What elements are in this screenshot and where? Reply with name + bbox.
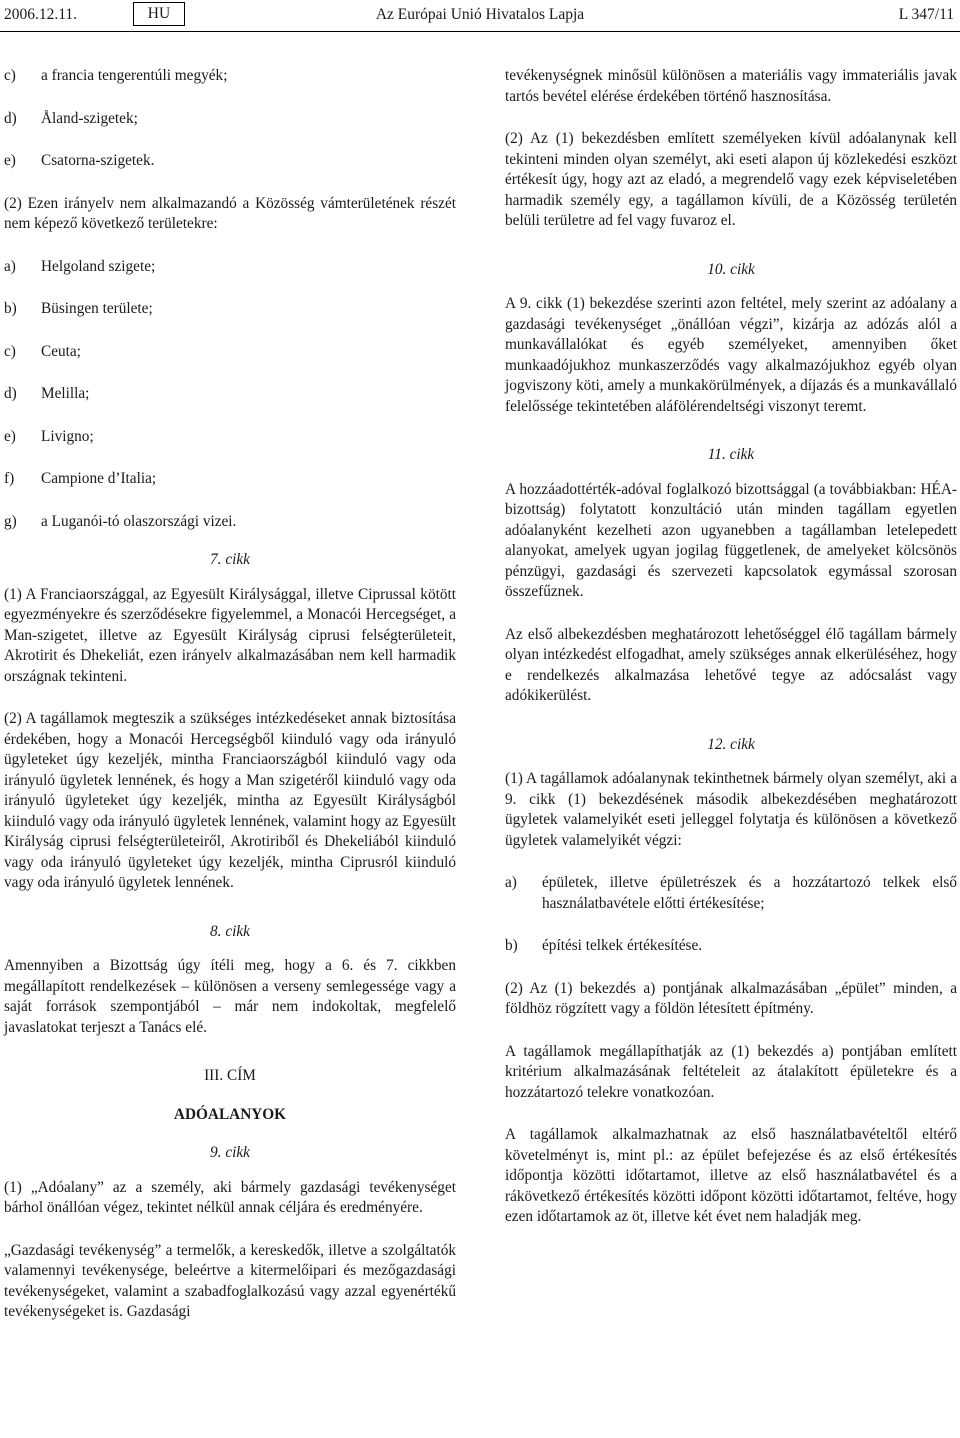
paragraph-continuation: tevékenységnek minősül különösen a materiális vagy immateriális javak tartós bevétel elérése érdekében történő hasznosítása. (505, 67, 957, 105)
list-item (4, 469, 456, 490)
list-label: d) (4, 385, 17, 402)
list-label: g) (4, 512, 17, 530)
list-text: épületek, illetve épületrészek és a hozzátartozó telkek első használatbavétele előtti értékesítése; (542, 874, 957, 912)
list-label: b) (4, 300, 17, 317)
list-item (4, 342, 456, 363)
language-badge: HU (133, 2, 185, 26)
list-text: Livigno; (41, 427, 94, 445)
list-item (4, 257, 456, 278)
article-11-paragraph-2: Az első albekezdésben meghatározott lehetőséggel élő tagállam bármely olyan intézkedést elfogadhat, amely szükséges annak elkerüléséhez, hogy e rendelkezés alkalmazása lehetővé tegye az adócsalást vagy adókikerülést. (505, 625, 957, 704)
list-item (4, 384, 456, 405)
article-7-paragraph-2: (2) A tagállamok megteszik a szükséges intézkedéseket annak biztosítása érdekében, hogy a Monacói Hercegségből kiinduló vagy oda irányuló ügyleteket úgy kezeljék, mintha Franciaországból kiinduló vagy oda irányuló ügyletek lennének, és hogy a Man szigetéről kiinduló vagy oda irányuló ügyleteket úgy kezeljék, mintha az Egyesült Királyságból kiinduló vagy oda irányuló ügyletek lennének, valamint hogy az Egyesült Királyság ciprusi felségterületeiről, Akrotiriből és Dhekeliából kiinduló vagy oda irányuló ügyleteket úgy kezeljék, mintha Ciprusról kiinduló vagy oda irányuló ügyletek lennének. (4, 710, 456, 891)
article-9-paragraph-1: (1) „Adóalany” az a személy, aki bármely gazdasági tevékenységet bárhol önállóan végez, tekintet nélkül annak céljára és eredményére. (4, 1178, 456, 1216)
list-text: Åland-szigetek; (41, 109, 138, 127)
list-text: Csatorna-szigetek. (41, 152, 155, 169)
article-11-paragraph-1: A hozzáadottérték-adóval foglalkozó bizottsággal (a továbbiakban: HÉA-bizottság) folytatott konzultáció után minden tagállam egyetlen adóalanyként kezelheti azon ugyanebben a tagállamban letelepedett alanyokat, amelyek ugyan jogilag függetlenek, de amelyeket kölcsönös pénzügyi, gazdasági és szervezeti kapcsolatok egymással szorosan összefűznek. (505, 480, 957, 600)
list-label: b) (505, 937, 518, 954)
publication-date: 2006.12.11. (4, 6, 78, 23)
title-name: ADÓALANYOK (173, 1105, 287, 1123)
list-label: e) (4, 427, 16, 445)
paragraph-2: (2) Ezen irányelv nem alkalmazandó a Közösség vámterületének részét nem képező következő területekre: (4, 194, 456, 232)
list-text: a Luganói-tó olaszországi vizei. (41, 512, 237, 530)
article-7-heading: 7. cikk (210, 551, 250, 568)
list-label: f) (4, 470, 15, 487)
article-12-paragraph-4: A tagállamok alkalmazhatnak az első használatbavételtől eltérő követelményt is, mint pl.: az épület befejezése és az első értékesítés időpontja közötti időtartamot, illetve az első használatbavétel és a rákövetkező értékesítés közötti időpont közötti időtartamot, feltéve, hogy ezen időtartamok az öt, illetve két évet nem haladják meg. (505, 1126, 957, 1225)
list-label: c) (4, 342, 16, 360)
article-9-heading: 9. cikk (210, 1144, 250, 1161)
list-text: Ceuta; (41, 342, 81, 360)
list-item (4, 512, 456, 533)
article-12-paragraph-2: (2) Az (1) bekezdés a) pontjának alkalmazásában „épület” minden, a földhöz rögzített vagy a földön létesített építmény. (505, 979, 957, 1017)
right-column (505, 66, 957, 1250)
list-text: Helgoland szigete; (41, 257, 156, 275)
article-12-paragraph-3: A tagállamok megállapíthatják az (1) bekezdés a) pontjában említett kritérium alkalmazásának feltételeit az átalakított épületekre és a hozzátartozó telekre vonatkozóan. (505, 1042, 957, 1101)
list-text: a francia tengerentúli megyék; (41, 67, 228, 84)
list-label: a) (505, 874, 517, 891)
list-item (4, 427, 456, 448)
list-item (4, 66, 456, 87)
list-item (4, 299, 456, 320)
page-number: L 347/11 (898, 6, 954, 23)
list-text: építési telkek értékesítése. (542, 937, 703, 954)
left-column (4, 66, 456, 1345)
journal-title: Az Európai Unió Hivatalos Lapja (375, 6, 585, 23)
article-12-paragraph-1: (1) A tagállamok adóalanynak tekinthetnek bármely olyan személyt, aki a 9. cikk (1) bekezdésének második albekezdésében meghatározott ügyletek valamelyikét eseti jelleggel folytatja és különösen a következő ügyletek valamelyikét végzi: (505, 770, 957, 849)
article-10-paragraph: A 9. cikk (1) bekezdése szerinti azon feltétel, mely szerint az adóalany a gazdasági tevékenységet „önállóan végzi”, kizárja az adózás alól a munkavállalókat és egyéb személyeket, amennyiben őket munkaadójukhoz munkaszerződés vagy alkalmazójukhoz egyéb olyan jogviszony köti, amely a munkakörülmények, a díjazás és a munkavállaló felelőssége tekintetében aláfölérendeltségi viszonyt teremt. (505, 295, 957, 415)
list-label: d) (4, 109, 17, 127)
article-9-paragraph-3: (2) Az (1) bekezdésben említett személyeken kívül adóalanynak kell tekinteni minden olyan személyt, aki eseti alapon új közlekedési eszközt értékesít úgy, hogy azt az eladó, a megrendelő vagy ezek képviseletében harmadik személy egy, a tagállamon kívüli, de a Közösség területén belüli területre ad fel vagy fuvaroz el. (505, 130, 957, 229)
list-label: a) (4, 257, 16, 275)
article-12-heading: 12. cikk (707, 735, 755, 753)
list-item (4, 109, 456, 130)
article-11-heading: 11. cikk (707, 446, 755, 463)
list-text: Büsingen területe; (41, 300, 153, 317)
list-text: Campione d’Italia; (41, 470, 157, 487)
article-8-paragraph: Amennyiben a Bizottság úgy ítéli meg, hogy a 6. és 7. cikkben megállapított rendelkezések – különösen a verseny semlegessége vagy a saját források szempontjából – már nem indokoltak, megfelelő javaslatokat terjeszt a Tanács elé. (4, 957, 456, 1036)
list-text: Melilla; (41, 385, 90, 402)
title-number: III. CÍM (204, 1067, 256, 1084)
list-label: e) (4, 152, 16, 169)
page-header (0, 0, 960, 32)
list-label: c) (4, 67, 16, 84)
list-item (4, 151, 456, 172)
article-9-paragraph-2: „Gazdasági tevékenység” a termelők, a kereskedők, illetve a szolgáltatók valamennyi tevékenysége, beleértve a kitermelőipari és mezőgazdasági tevékenységeket, valamint a szabadfoglalkozású vagy azzal egyenértékű tevékenységeket is. Gazdasági (4, 1241, 456, 1320)
list-item (505, 936, 957, 957)
header-rule (0, 31, 960, 32)
article-7-paragraph-1: (1) A Franciaországgal, az Egyesült Királysággal, illetve Ciprussal kötött egyezményekre és szerződésekre figyelemmel, a Monacói Hercegséget, a Man-szigetet, illetve az Egyesült Királyság ciprusi felségterületeit, Akrotirit és Dhekeliát, ezen irányelv alkalmazásában nem kell harmadik országnak tekinteni. (4, 585, 456, 685)
article-8-heading: 8. cikk (210, 922, 250, 940)
article-10-heading: 10. cikk (707, 260, 755, 278)
list-item (505, 873, 957, 914)
